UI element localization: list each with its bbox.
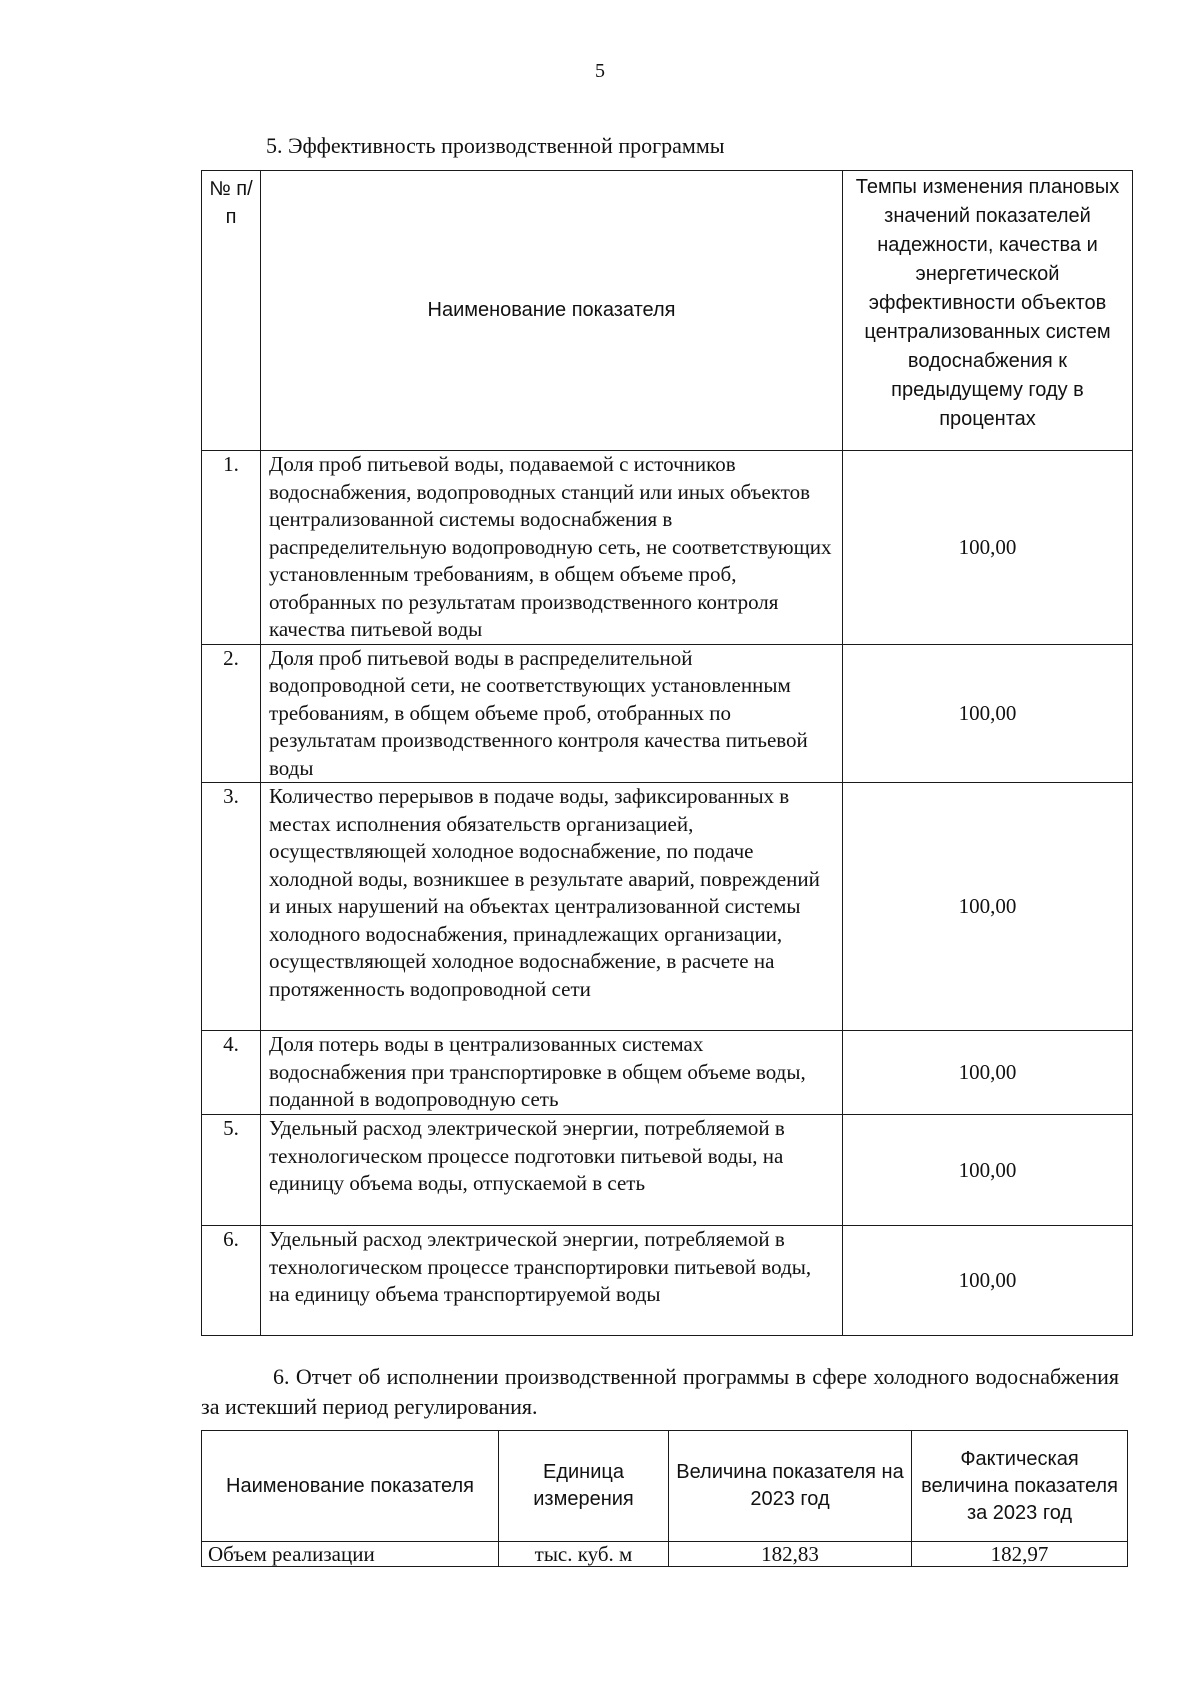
column-header-name: Наименование показателя: [261, 171, 843, 451]
row-number: 6.: [202, 1226, 261, 1336]
row-number: 1.: [202, 451, 261, 645]
table-row: [202, 783, 1133, 1031]
indicator-rate: 100,00: [843, 451, 1133, 645]
indicator-rate: 100,00: [843, 1226, 1133, 1336]
indicator-rate: 100,00: [843, 1115, 1133, 1226]
page-number: 5: [595, 60, 605, 82]
indicator-name: Доля потерь воды в централизованных системах водоснабжения при транспортировке в общем объеме воды, поданной в водопроводную сеть: [261, 1031, 843, 1115]
table-row: [202, 644, 1133, 783]
column-header-name: Наименование показателя: [202, 1431, 499, 1542]
table-header-row: [202, 1431, 1128, 1542]
table-row: [202, 1542, 1128, 1567]
row-number: 5.: [202, 1115, 261, 1226]
table-row: [202, 1226, 1133, 1336]
table-row: [202, 451, 1133, 645]
column-header-actual: Фактическая величина показателя за 2023 год: [912, 1431, 1128, 1542]
actual-value: 182,97: [912, 1542, 1128, 1567]
planned-value: 182,83: [669, 1542, 912, 1567]
indicator-rate: 100,00: [843, 783, 1133, 1031]
indicator-name: Объем реализации: [202, 1542, 499, 1567]
indicator-rate: 100,00: [843, 1031, 1133, 1115]
table-header-row: [202, 171, 1133, 451]
row-number: 2.: [202, 644, 261, 783]
unit: тыс. куб. м: [499, 1542, 669, 1567]
indicators-table: [201, 170, 1133, 1336]
column-header-number: № п/п: [202, 171, 261, 451]
report-table: [201, 1430, 1128, 1567]
indicator-name: Удельный расход электрической энергии, потребляемой в технологическом процессе подготовки питьевой воды, на единицу объема воды, отпускаемой в сеть: [261, 1115, 843, 1226]
section-5-title: 5. Эффективность производственной программы: [266, 133, 725, 158]
indicator-name: Доля проб питьевой воды, подаваемой с источников водоснабжения, водопроводных станций или иных объектов централизованной системы водоснабжения в распределительную водопроводную сеть, не соответствующих установленным требованиям, в общем объеме проб, отобранных по результатам производственного контроля качества питьевой воды: [261, 451, 843, 645]
column-header-planned: Величина показателя на 2023 год: [669, 1431, 912, 1542]
indicator-name: Удельный расход электрической энергии, потребляемой в технологическом процессе транспортировки питьевой воды, на единицу объема транспортируемой воды: [261, 1226, 843, 1336]
table-row: [202, 1031, 1133, 1115]
row-number: 4.: [202, 1031, 261, 1115]
table-row: [202, 1115, 1133, 1226]
indicator-name: Доля проб питьевой воды в распределительной водопроводной сети, не соответствующих установленным требованиям, в общем объеме проб, отобранных по результатам производственного контроля качества питьевой воды: [261, 644, 843, 783]
indicator-name: Количество перерывов в подаче воды, зафиксированных в местах исполнения обязательств организацией, осуществляющей холодное водоснабжение, по подаче холодной воды, возникшее в результате аварий, повреждений и иных нарушений на объектах централизованной системы холодного водоснабжения, принадлежащих организации, осуществляющей холодное водоснабжение, в расчете на протяженность водопроводной сети: [261, 783, 843, 1031]
row-number: 3.: [202, 783, 261, 1031]
column-header-unit: Единица измерения: [499, 1431, 669, 1542]
section-6-title: 6. Отчет об исполнении производственной программы в сфере холодного водоснабжения за истекший период регулирования.: [201, 1364, 1119, 1419]
column-header-rate: Темпы изменения плановых значений показателей надежности, качества и энергетической эффективности объектов централизованных систем водоснабжения к предыдущему году в процентах: [843, 171, 1133, 451]
indicator-rate: 100,00: [843, 644, 1133, 783]
